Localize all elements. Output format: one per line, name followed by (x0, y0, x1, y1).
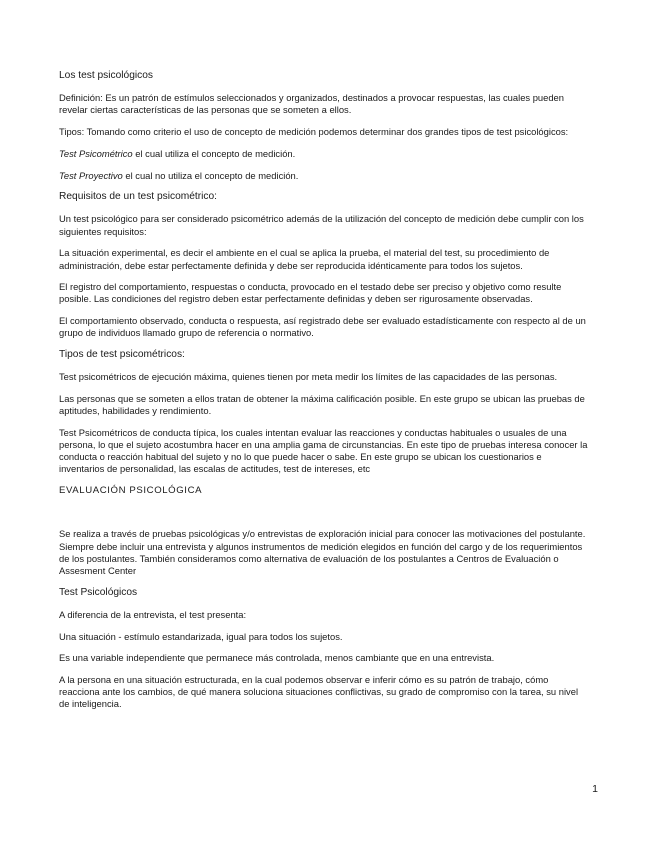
document-title: Los test psicológicos (59, 70, 154, 81)
difference-intro-paragraph: A diferencia de la entrevista, el test presenta: (59, 608, 247, 620)
type-psychometric-description: el cual utiliza el concepto de medición. (132, 147, 296, 159)
evaluation-section-title: EVALUACIÓN PSICOLÓGICA (59, 485, 203, 497)
difference-point-2: Es una variable independiente que permanece más controlada, menos cambiante que en una entrevista. (59, 652, 495, 664)
requirement-paragraph-3: El comportamiento observado, conducta o respuesta, así registrado debe ser evaluado estadísticamente con respecto al de un grupo de individuos llamado grupo de referencia o normativo. (59, 315, 586, 339)
max-execution-paragraph: Test psicométricos de ejecución máxima, quienes tienen por meta medir los límites de las capacidades de las personas. (59, 371, 558, 383)
type-projective-description: el cual no utiliza el concepto de medición. (122, 169, 299, 181)
requirement-paragraph-1: La situación experimental, es decir el ambiente en el cual se aplica la prueba, el material del test, su procedimiento de administración, debe estar perfectamente definida y debe ser reproducida idénticamente para todos los sujetos. (59, 247, 550, 271)
difference-point-1: Una situación - estímulo estandarizada, igual para todos los sujetos. (59, 630, 343, 642)
type-projective-term: Test Proyectivo (59, 169, 123, 181)
typical-conduct-paragraph: Test Psicométricos de conducta típica, los cuales intentan evaluar las reacciones y conductas habituales o usuales de una persona, lo que el sujeto acostumbra hacer en una amplia gama de circunstancias. En este tipo de pruebas interesa conocer la conducta o reacción habitual del sujeto y no lo que puede hacer o sabe. En este grupo se ubican los cuestionarios e inventarios de personalidad, las escalas de actitudes, test de intereses, etc (59, 426, 588, 475)
document-body (59, 70, 589, 720)
max-execution-detail-paragraph: Las personas que se someten a ellos tratan de obtener la máxima calificación posible. En este grupo se ubican las pruebas de aptitudes, habilidades y rendimiento. (59, 392, 585, 417)
definition-paragraph: Definición: Es un patrón de estímulos seleccionados y organizados, destinados a provocar respuestas, las cuales pueden revelar ciertas características de las personas que se someten a ellos. (59, 92, 564, 116)
evaluation-paragraph: Se realiza a través de pruebas psicológicas y/o entrevistas de exploración inicial para conocer las motivaciones del postulante. Siempre debe incluir una entrevista y algunos instrumentos de medición elegidos en función del cargo y de los requerimientos de los postulantes. También consideramos como alternativa de evaluación de los postulantes a Centros de Evaluación o Assesment Center (59, 528, 586, 576)
difference-point-3: A la persona en una situación estructurada, en la cual podemos observar e inferir cómo es su patrón de trabajo, cómo reacciona ante los cambios, de qué manera soluciona situaciones conflictivas, su grado de compromiso con la tarea, su nivel de inteligencia. (59, 674, 579, 710)
page-number: 1 (592, 783, 598, 795)
type-psychometric-paragraph (59, 148, 589, 160)
psychometric-types-heading: Tipos de test psicométricos: (59, 349, 185, 361)
requirement-paragraph-2: El registro del comportamiento, respuestas o conducta, provocado en el testado debe ser preciso y objetivo como resulte posible. Las condiciones del registro deben estar perfectamente definidas y deben ser rigurosamente observadas. (59, 281, 562, 305)
type-psychometric-term: Test Psicométrico (59, 147, 133, 159)
requirements-heading: Requisitos de un test psicométrico: (59, 191, 217, 203)
requirements-intro-paragraph: Un test psicológico para ser considerado psicométrico además de la utilización del concepto de medición debe cumplir con los siguientes requisitos: (59, 213, 584, 237)
tests-heading: Test Psicológicos (59, 586, 138, 598)
types-intro-paragraph: Tipos: Tomando como criterio el uso de concepto de medición podemos determinar dos grandes tipos de test psicológicos: (59, 126, 569, 138)
type-projective-paragraph (59, 170, 589, 182)
